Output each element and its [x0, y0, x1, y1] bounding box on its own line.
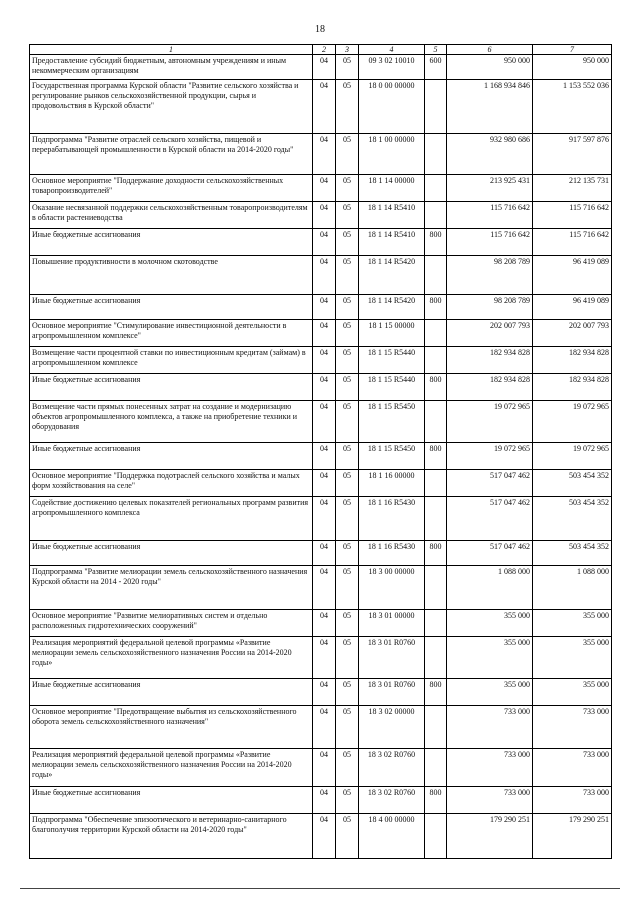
- section-code-cell: 04: [313, 202, 336, 229]
- subsection-code-cell: 05: [336, 637, 359, 679]
- table-row: [30, 175, 612, 202]
- expense-type-cell: 800: [425, 295, 447, 320]
- target-article-cell: 18 1 14 R5420: [359, 295, 425, 320]
- table-row: [30, 749, 612, 787]
- expense-type-cell: 800: [425, 229, 447, 256]
- section-code-cell: 04: [313, 706, 336, 749]
- row-name-cell: Иные бюджетные ассигнования: [30, 787, 313, 814]
- target-article-cell: 18 3 02 R0760: [359, 749, 425, 787]
- amount-year2-cell: 503 454 352: [533, 497, 612, 541]
- amount-year2-cell: 182 934 828: [533, 374, 612, 401]
- amount-year2-cell: 96 419 089: [533, 295, 612, 320]
- expense-type-cell: [425, 256, 447, 295]
- subsection-code-cell: 05: [336, 706, 359, 749]
- subsection-code-cell: 05: [336, 497, 359, 541]
- page-bottom-rule: [20, 888, 620, 889]
- amount-year2-cell: 733 000: [533, 787, 612, 814]
- table-row: [30, 374, 612, 401]
- subsection-code-cell: 05: [336, 347, 359, 374]
- amount-year1-cell: 115 716 642: [447, 229, 533, 256]
- amount-year2-cell: 1 088 000: [533, 566, 612, 610]
- amount-year1-cell: 932 980 686: [447, 134, 533, 175]
- target-article-cell: 09 3 02 10010: [359, 55, 425, 80]
- column-header: 1: [30, 45, 313, 55]
- section-code-cell: 04: [313, 374, 336, 401]
- amount-year2-cell: 96 419 089: [533, 256, 612, 295]
- row-name-cell: Иные бюджетные ассигнования: [30, 541, 313, 566]
- target-article-cell: 18 3 02 00000: [359, 706, 425, 749]
- amount-year1-cell: 355 000: [447, 679, 533, 706]
- target-article-cell: 18 1 15 00000: [359, 320, 425, 347]
- target-article-cell: 18 1 15 R5450: [359, 443, 425, 470]
- column-number-row: [30, 45, 612, 55]
- target-article-cell: 18 1 14 R5410: [359, 229, 425, 256]
- subsection-code-cell: 05: [336, 374, 359, 401]
- table-row: [30, 610, 612, 637]
- subsection-code-cell: 05: [336, 787, 359, 814]
- section-code-cell: 04: [313, 347, 336, 374]
- amount-year1-cell: 19 072 965: [447, 443, 533, 470]
- expense-type-cell: [425, 566, 447, 610]
- expense-type-cell: 800: [425, 679, 447, 706]
- expense-type-cell: [425, 401, 447, 443]
- row-name-cell: Иные бюджетные ассигнования: [30, 679, 313, 706]
- section-code-cell: 04: [313, 497, 336, 541]
- page-number: 18: [315, 24, 325, 35]
- row-name-cell: Государственная программа Курской области "Развитие сельского хозяйства и регулирование рынков сельскохозяйственной продукции, сырья и продовольствия в Курской области": [30, 80, 313, 134]
- amount-year2-cell: 733 000: [533, 749, 612, 787]
- amount-year2-cell: 182 934 828: [533, 347, 612, 374]
- row-name-cell: Реализация мероприятий федеральной целевой программы «Развитие мелиорации земель сельскохозяйственного назначения России на 2014-2020 годы»: [30, 637, 313, 679]
- table-row: [30, 202, 612, 229]
- subsection-code-cell: 05: [336, 320, 359, 347]
- subsection-code-cell: 05: [336, 295, 359, 320]
- target-article-cell: 18 1 15 R5450: [359, 401, 425, 443]
- row-name-cell: Повышение продуктивности в молочном скотоводстве: [30, 256, 313, 295]
- amount-year2-cell: 115 716 642: [533, 202, 612, 229]
- section-code-cell: 04: [313, 637, 336, 679]
- budget-table: [29, 44, 612, 859]
- target-article-cell: 18 1 00 00000: [359, 134, 425, 175]
- target-article-cell: 18 3 01 R0760: [359, 679, 425, 706]
- column-header: 5: [425, 45, 447, 55]
- expense-type-cell: 800: [425, 443, 447, 470]
- amount-year1-cell: 1 168 934 846: [447, 80, 533, 134]
- amount-year2-cell: 19 072 965: [533, 401, 612, 443]
- row-name-cell: Подпрограмма "Развитие отраслей сельского хозяйства, пищевой и перерабатывающей промышленности в Курской области на 2014-2020 годы": [30, 134, 313, 175]
- section-code-cell: 04: [313, 541, 336, 566]
- amount-year2-cell: 917 597 876: [533, 134, 612, 175]
- table-row: [30, 637, 612, 679]
- target-article-cell: 18 1 16 00000: [359, 470, 425, 497]
- expense-type-cell: [425, 749, 447, 787]
- target-article-cell: 18 1 14 R5410: [359, 202, 425, 229]
- row-name-cell: Иные бюджетные ассигнования: [30, 374, 313, 401]
- row-name-cell: Иные бюджетные ассигнования: [30, 229, 313, 256]
- section-code-cell: 04: [313, 610, 336, 637]
- expense-type-cell: [425, 497, 447, 541]
- subsection-code-cell: 05: [336, 256, 359, 295]
- subsection-code-cell: 05: [336, 541, 359, 566]
- amount-year2-cell: 503 454 352: [533, 541, 612, 566]
- table-row: [30, 256, 612, 295]
- target-article-cell: 18 0 00 00000: [359, 80, 425, 134]
- amount-year1-cell: 733 000: [447, 749, 533, 787]
- expense-type-cell: [425, 175, 447, 202]
- amount-year1-cell: 19 072 965: [447, 401, 533, 443]
- amount-year1-cell: 517 047 462: [447, 470, 533, 497]
- target-article-cell: 18 1 15 R5440: [359, 374, 425, 401]
- expense-type-cell: [425, 814, 447, 859]
- target-article-cell: 18 1 16 R5430: [359, 541, 425, 566]
- amount-year2-cell: 1 153 552 036: [533, 80, 612, 134]
- amount-year2-cell: 212 135 731: [533, 175, 612, 202]
- section-code-cell: 04: [313, 295, 336, 320]
- section-code-cell: 04: [313, 229, 336, 256]
- amount-year2-cell: 19 072 965: [533, 443, 612, 470]
- amount-year1-cell: 115 716 642: [447, 202, 533, 229]
- subsection-code-cell: 05: [336, 749, 359, 787]
- column-header: 4: [359, 45, 425, 55]
- amount-year1-cell: 517 047 462: [447, 497, 533, 541]
- amount-year1-cell: 179 290 251: [447, 814, 533, 859]
- expense-type-cell: [425, 80, 447, 134]
- subsection-code-cell: 05: [336, 229, 359, 256]
- subsection-code-cell: 05: [336, 175, 359, 202]
- subsection-code-cell: 05: [336, 80, 359, 134]
- expense-type-cell: 800: [425, 787, 447, 814]
- target-article-cell: 18 4 00 00000: [359, 814, 425, 859]
- row-name-cell: Основное мероприятие "Стимулирование инвестиционной деятельности в агропромышленном комплексе": [30, 320, 313, 347]
- section-code-cell: 04: [313, 134, 336, 175]
- amount-year2-cell: 355 000: [533, 610, 612, 637]
- amount-year1-cell: 202 007 793: [447, 320, 533, 347]
- expense-type-cell: [425, 134, 447, 175]
- target-article-cell: 18 3 01 R0760: [359, 637, 425, 679]
- expense-type-cell: 600: [425, 55, 447, 80]
- row-name-cell: Оказание несвязанной поддержки сельскохозяйственным товаропроизводителям в области растениеводства: [30, 202, 313, 229]
- table-row: [30, 55, 612, 80]
- row-name-cell: Основное мероприятие "Поддержание доходности сельскохозяйственных товаропроизводителей": [30, 175, 313, 202]
- subsection-code-cell: 05: [336, 566, 359, 610]
- expense-type-cell: [425, 706, 447, 749]
- amount-year1-cell: 98 208 789: [447, 295, 533, 320]
- amount-year2-cell: 355 000: [533, 679, 612, 706]
- expense-type-cell: [425, 610, 447, 637]
- target-article-cell: 18 1 14 00000: [359, 175, 425, 202]
- subsection-code-cell: 05: [336, 814, 359, 859]
- table-row: [30, 470, 612, 497]
- row-name-cell: Подпрограмма "Обеспечение эпизоотического и ветеринарно-санитарного благополучия территории Курской области на 2014-2020 годы": [30, 814, 313, 859]
- table-row: [30, 347, 612, 374]
- expense-type-cell: 800: [425, 541, 447, 566]
- amount-year1-cell: 733 000: [447, 787, 533, 814]
- table-row: [30, 401, 612, 443]
- amount-year1-cell: 213 925 431: [447, 175, 533, 202]
- amount-year2-cell: 179 290 251: [533, 814, 612, 859]
- section-code-cell: 04: [313, 566, 336, 610]
- section-code-cell: 04: [313, 320, 336, 347]
- amount-year1-cell: 950 000: [447, 55, 533, 80]
- amount-year1-cell: 182 934 828: [447, 374, 533, 401]
- amount-year1-cell: 355 000: [447, 610, 533, 637]
- section-code-cell: 04: [313, 443, 336, 470]
- section-code-cell: 04: [313, 749, 336, 787]
- table-row: [30, 679, 612, 706]
- target-article-cell: 18 3 00 00000: [359, 566, 425, 610]
- row-name-cell: Иные бюджетные ассигнования: [30, 443, 313, 470]
- section-code-cell: 04: [313, 787, 336, 814]
- table-row: [30, 497, 612, 541]
- table-row: [30, 229, 612, 256]
- amount-year1-cell: 517 047 462: [447, 541, 533, 566]
- row-name-cell: Реализация мероприятий федеральной целевой программы «Развитие мелиорации земель сельскохозяйственного назначения России на 2014-2020 годы»: [30, 749, 313, 787]
- row-name-cell: Основное мероприятие "Развитие мелиоративных систем и отдельно расположенных гидротехнических сооружений": [30, 610, 313, 637]
- amount-year2-cell: 733 000: [533, 706, 612, 749]
- subsection-code-cell: 05: [336, 55, 359, 80]
- section-code-cell: 04: [313, 814, 336, 859]
- subsection-code-cell: 05: [336, 610, 359, 637]
- subsection-code-cell: 05: [336, 202, 359, 229]
- target-article-cell: 18 1 16 R5430: [359, 497, 425, 541]
- row-name-cell: Предоставление субсидий бюджетным, автономным учреждениям и иным некоммерческим организациям: [30, 55, 313, 80]
- amount-year2-cell: 202 007 793: [533, 320, 612, 347]
- subsection-code-cell: 05: [336, 134, 359, 175]
- amount-year2-cell: 115 716 642: [533, 229, 612, 256]
- target-article-cell: 18 1 15 R5440: [359, 347, 425, 374]
- column-header: 2: [313, 45, 336, 55]
- expense-type-cell: 800: [425, 374, 447, 401]
- subsection-code-cell: 05: [336, 401, 359, 443]
- amount-year1-cell: 1 088 000: [447, 566, 533, 610]
- amount-year1-cell: 355 000: [447, 637, 533, 679]
- column-header: 7: [533, 45, 612, 55]
- amount-year1-cell: 733 000: [447, 706, 533, 749]
- amount-year2-cell: 355 000: [533, 637, 612, 679]
- target-article-cell: 18 3 02 R0760: [359, 787, 425, 814]
- row-name-cell: Основное мероприятие "Поддержка подотраслей сельского хозяйства и малых форм хозяйствования на селе": [30, 470, 313, 497]
- row-name-cell: Подпрограмма "Развитие мелиорации земель сельскохозяйственного назначения Курской области на 2014 - 2020 годы": [30, 566, 313, 610]
- column-header: 6: [447, 45, 533, 55]
- table-row: [30, 134, 612, 175]
- column-header: 3: [336, 45, 359, 55]
- table-row: [30, 787, 612, 814]
- expense-type-cell: [425, 637, 447, 679]
- section-code-cell: 04: [313, 175, 336, 202]
- section-code-cell: 04: [313, 256, 336, 295]
- table-row: [30, 443, 612, 470]
- table-row: [30, 320, 612, 347]
- subsection-code-cell: 05: [336, 679, 359, 706]
- amount-year2-cell: 503 454 352: [533, 470, 612, 497]
- table-row: [30, 706, 612, 749]
- table-row: [30, 295, 612, 320]
- section-code-cell: 04: [313, 470, 336, 497]
- expense-type-cell: [425, 320, 447, 347]
- row-name-cell: Возмещение части прямых понесенных затрат на создание и модернизацию объектов агропромышленного комплекса, а также на приобретение техники и оборудования: [30, 401, 313, 443]
- row-name-cell: Основное мероприятие "Предотвращение выбытия из сельскохозяйственного оборота земель сельскохозяйственного назначения": [30, 706, 313, 749]
- expense-type-cell: [425, 347, 447, 374]
- subsection-code-cell: 05: [336, 470, 359, 497]
- row-name-cell: Иные бюджетные ассигнования: [30, 295, 313, 320]
- amount-year1-cell: 98 208 789: [447, 256, 533, 295]
- row-name-cell: Возмещение части процентной ставки по инвестиционным кредитам (займам) в агропромышленном комплексе: [30, 347, 313, 374]
- target-article-cell: 18 1 14 R5420: [359, 256, 425, 295]
- target-article-cell: 18 3 01 00000: [359, 610, 425, 637]
- section-code-cell: 04: [313, 55, 336, 80]
- table-row: [30, 814, 612, 859]
- subsection-code-cell: 05: [336, 443, 359, 470]
- table-row: [30, 80, 612, 134]
- row-name-cell: Содействие достижению целевых показателей региональных программ развития агропромышленного комплекса: [30, 497, 313, 541]
- table-row: [30, 566, 612, 610]
- section-code-cell: 04: [313, 401, 336, 443]
- section-code-cell: 04: [313, 80, 336, 134]
- amount-year1-cell: 182 934 828: [447, 347, 533, 374]
- amount-year2-cell: 950 000: [533, 55, 612, 80]
- expense-type-cell: [425, 202, 447, 229]
- table-row: [30, 541, 612, 566]
- expense-type-cell: [425, 470, 447, 497]
- section-code-cell: 04: [313, 679, 336, 706]
